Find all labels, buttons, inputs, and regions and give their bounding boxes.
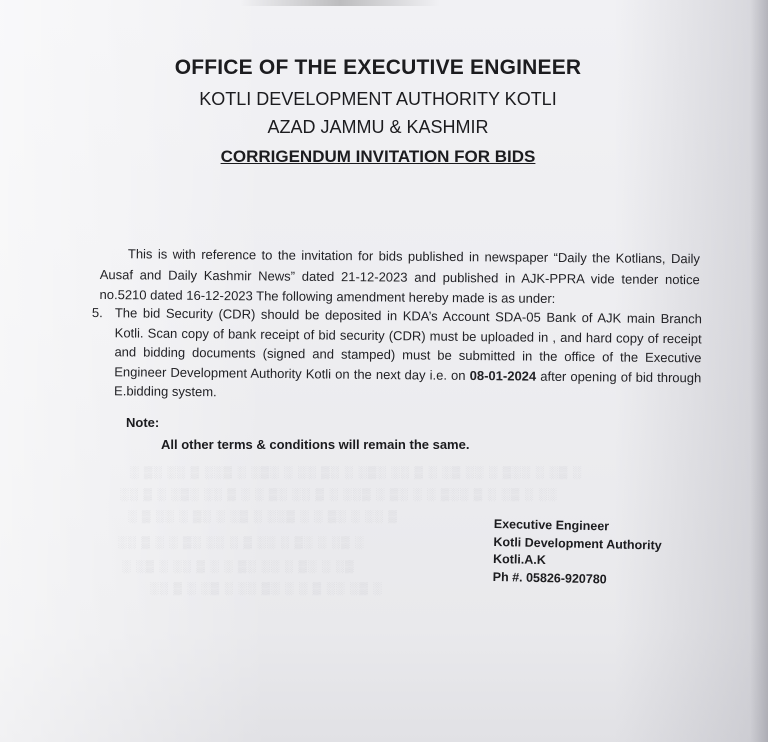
amendment-text — [114, 303, 702, 407]
authority-heading: KOTLI DEVELOPMENT AUTHORITY KOTLI — [199, 89, 557, 109]
signature-title: Executive Engineer — [493, 516, 610, 534]
signature-location: Kotli.A.K — [492, 551, 547, 568]
show-through-texture: ░ ▒ ░░ ░ ▒░ ░ ░▒ ░ ░░▒ ░ ░ ▒░ ░ ░░ ▒ — [128, 509, 398, 523]
show-through-texture: ░░ ▒ ░ ░▒ ░ ░░ ▒░ ░ ░ ▒ ░░ ░▒ ░ — [150, 581, 383, 595]
page-edge-shadow — [750, 0, 768, 742]
amendment-text-part-1: The bid Security (CDR) should be deposited in KDA’s Account SDA-05 Bank of AJK main Branch Kotli. Scan copy of bank receipt of bid security (CDR) must be uploaded in , and hard copy of receipt and bidding documents (signed and stamped) must be submitted in the office of the Executive Engineer Development Authority Kotli on the next day i.e. on — [114, 305, 702, 383]
show-through-texture: ░░ ▒ ░ ░ ▒░ ░░ ░ ▒ ░░ ░ ▒░ ░ ░▒ ░ — [118, 535, 365, 549]
amendment-date: 08-01-2024 — [469, 367, 537, 384]
intro-paragraph: This is with reference to the invitation for bids published in newspaper “Daily the Kotlians, Daily Ausaf and Daily Kashmir News” dated 21-12-2023 and published in AJK-PPRA vide tender notice no.5210 dated 16-12-2023 The following amendment hereby made is as under: — [99, 246, 700, 306]
signature-block — [493, 516, 663, 590]
notice-title: CORRIGENDUM INVITATION FOR BIDS — [220, 147, 536, 166]
signature-organization: Kotli Development Authority — [493, 534, 662, 553]
show-through-texture: ░░ ▒ ░ ░▒░ ░░ ▒ ░ ░ ▒░ ░░ ▒ ░ ░░▒ ░ ▒░ ░ ░ ▒░░ ▒ ░ ░▒ ░ ░░ — [120, 487, 558, 501]
region-heading: AZAD JAMMU & KASHMIR — [267, 117, 489, 137]
top-edge-smudge — [240, 0, 440, 6]
note-text: All other terms & conditions will remain the same. — [161, 437, 470, 452]
amendment-number: 5. — [91, 304, 103, 321]
show-through-texture: ░ ▒░ ░░ ▒ ░░▒ ░ ░▒░ ░ ░░ ▒░ ░ ░▒░ ░░ ▒ ░ ░▒ ░░ ░ ▒░░ ░ ░▒ ░ — [130, 465, 583, 479]
show-through-texture: ░ ░▒ ░ ░░ ▒ ░ ░ ▒░ ░░ ░ ▒░ ░ ░▒ — [122, 559, 355, 573]
amendment-text-part-2: after opening of bid through E.bidding system. — [114, 368, 702, 400]
amendment-item — [91, 303, 702, 407]
note-label: Note: — [126, 415, 160, 430]
office-heading: OFFICE OF THE EXECUTIVE ENGINEER — [174, 56, 582, 79]
signature-phone: Ph #. 05826-920780 — [492, 569, 607, 586]
